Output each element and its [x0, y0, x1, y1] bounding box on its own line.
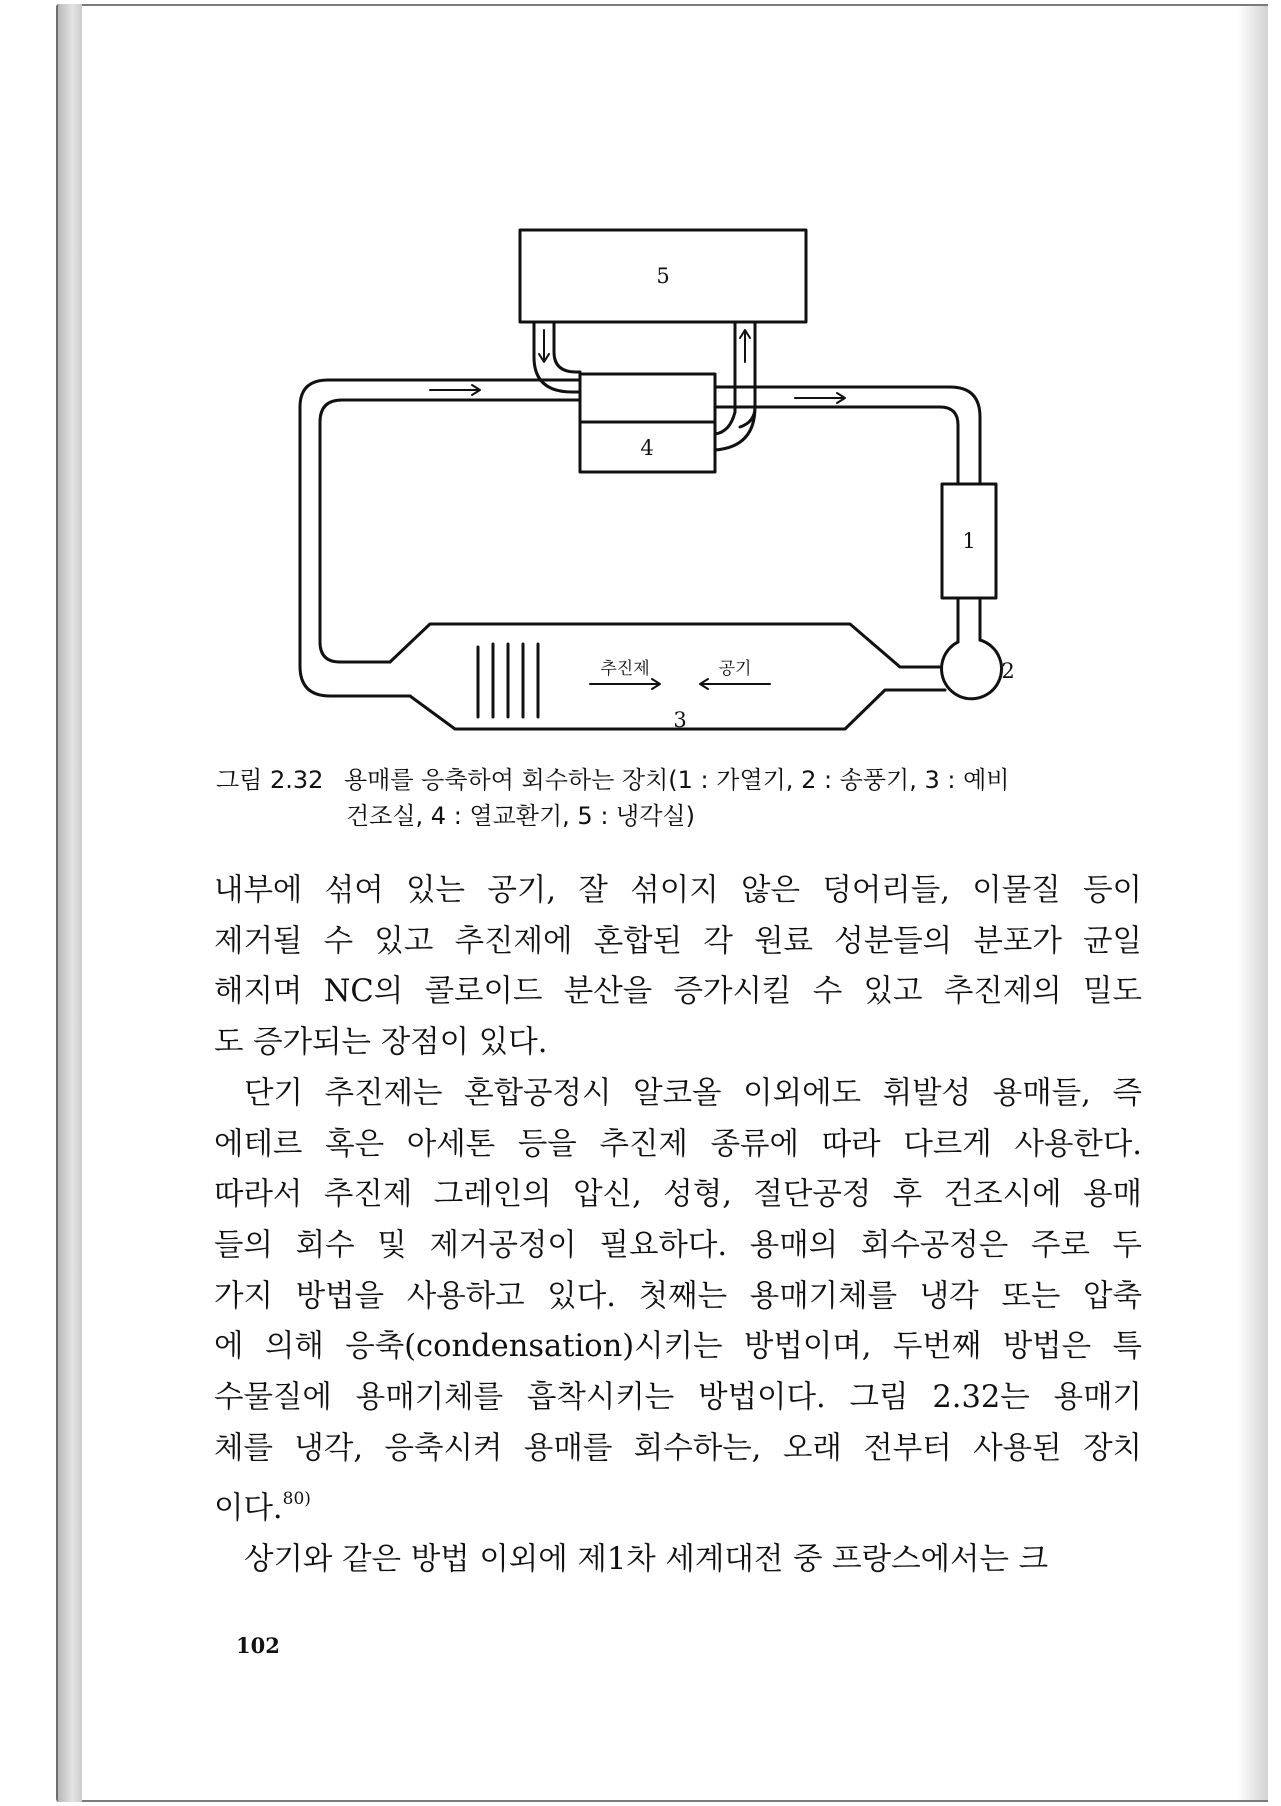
- paragraph-2-line: 수물질에 용매기체를 흡착시키는 방법이다. 그림 2.32는 용매기: [214, 1380, 1142, 1416]
- footnote-marker: 80): [282, 1489, 311, 1510]
- paragraph-2-line: 따라서 추진제 그레인의 압신, 성형, 절단공정 후 건조시에 용매: [214, 1177, 1142, 1213]
- figure-caption: [216, 762, 1136, 834]
- predrying-chamber-top: [390, 624, 940, 667]
- paragraph-1-line: 도 증가되는 장점이 있다.: [214, 1025, 548, 1061]
- page-fold-shadow: [1238, 6, 1268, 1800]
- body-text: [214, 866, 1142, 1586]
- arrow-up-right-pipe: [740, 330, 750, 362]
- label-blower: 2: [1001, 659, 1015, 683]
- label-propellant-flow: 추진제: [600, 659, 650, 679]
- arrow-right-top: [795, 393, 845, 403]
- paragraph-2-line: 에 의해 응축(condensation)시키는 방법이며, 두번째 방법은 특: [214, 1329, 1142, 1365]
- paragraph-1-line: 제거될 수 있고 추진제에 혼합된 각 원료 성분들의 분포가 균일: [214, 923, 1142, 959]
- arrow-propellant: [590, 679, 660, 689]
- paragraph-2-line: 이다.: [214, 1491, 283, 1527]
- book-spine-edge: [56, 4, 84, 1802]
- pipe-heater-to-blower: [958, 598, 980, 642]
- paragraph-2-line: 단기 추진제는 혼합공정시 알코올 이외에도 휘발성 용매들, 즉: [244, 1075, 1142, 1111]
- heat-exchanger-upper: [580, 374, 715, 422]
- caption-line-1: [216, 762, 1136, 798]
- paragraph-1-line: 해지며 NC의 콜로이드 분산을 증가시킬 수 있고 추진제의 밀도: [214, 974, 1142, 1010]
- caption-text-1: 용매를 응축하여 회수하는 장치(1 : 가열기, 2 : 송풍기, 3 : 예비: [344, 766, 1010, 794]
- flow-arrows: [430, 330, 845, 689]
- paragraph-3-line: 상기와 같은 방법 이외에 제1차 세계대전 중 프랑스에서는 크: [244, 1542, 1049, 1578]
- paragraph-2-line: 들의 회수 및 제거공정이 필요하다. 용매의 회수공정은 주로 두: [214, 1227, 1142, 1263]
- arrow-right-left-loop: [430, 385, 480, 395]
- page-number: 102: [236, 1633, 280, 1658]
- label-heater: 1: [962, 529, 976, 553]
- caption-line-2: 건조실, 4 : 열교환기, 5 : 냉각실): [346, 802, 695, 830]
- arrow-air: [700, 679, 770, 689]
- paragraph-2-line: 가지 방법을 사용하고 있다. 첫째는 용매기체를 냉각 또는 압축: [214, 1278, 1142, 1314]
- label-heat-exchanger: 4: [640, 436, 654, 460]
- paragraph-2-line: 에테르 혹은 아세톤 등을 추진제 종류에 따라 다르게 사용한다.: [214, 1126, 1142, 1162]
- label-cooler: 5: [656, 264, 670, 288]
- figure-solvent-recovery-diagram: [290, 222, 1060, 742]
- paragraph-1-line: 내부에 섞여 있는 공기, 잘 섞이지 않은 덩어리들, 이물질 등이: [214, 873, 1142, 908]
- label-predrying-room: 3: [673, 708, 687, 732]
- caption-label: 그림 2.32: [216, 766, 324, 794]
- paragraph-2-last-line: [214, 1474, 1142, 1535]
- diagram-svg: [290, 222, 1060, 742]
- chamber-filter-bars: [478, 644, 538, 717]
- arrow-down-left-pipe: [539, 330, 549, 362]
- blower-shell: [942, 640, 1002, 699]
- paragraph-2-line: 체를 냉각, 응축시켜 용매를 회수하는, 오래 전부터 사용된 장치: [214, 1430, 1142, 1466]
- label-air-flow: 공기: [718, 659, 752, 679]
